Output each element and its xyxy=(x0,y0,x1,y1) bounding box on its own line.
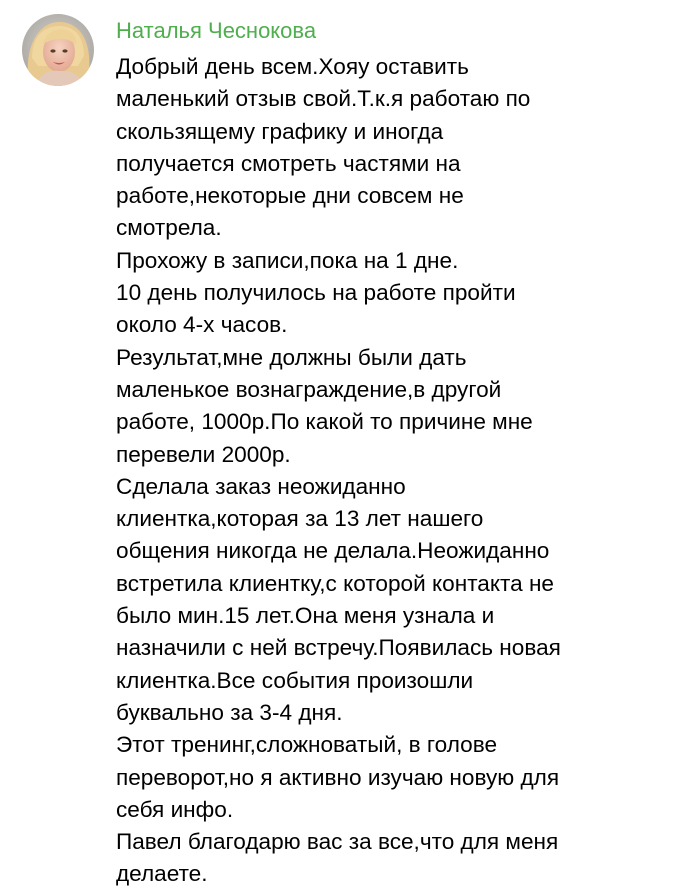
message-line: встретила клиентку,с которой контакта не xyxy=(116,570,554,596)
message-line: было мин.15 лет.Она меня узнала и xyxy=(116,603,495,629)
message-bubble xyxy=(116,15,672,891)
message-line: клиентка.Все события произошли xyxy=(116,667,474,693)
message-line: перевели 2000р. xyxy=(116,441,291,467)
message-line: около 4-х часов. xyxy=(116,312,288,338)
message-line: маленький отзыв свой.Т.к.я работаю по xyxy=(116,86,531,112)
message-line: Этот тренинг,сложноватый, в голове xyxy=(116,732,498,758)
message-line: скользящему графику и иногда xyxy=(116,118,444,144)
message-line: буквально за 3-4 дня. xyxy=(116,699,343,725)
message-line: клиентка,которая за 13 лет нашего xyxy=(116,506,484,532)
message-line: назначили с ней встречу.Появилась новая xyxy=(116,635,561,661)
message-line: Сделала заказ неожиданно xyxy=(116,473,406,499)
message-line: общения никогда не делала.Неожиданно xyxy=(116,538,550,564)
avatar-photo-icon xyxy=(22,14,94,86)
message-line: Павел благодарю вас за все,что для меня xyxy=(116,829,559,855)
message-line: Результат,мне должны были дать xyxy=(116,344,467,370)
message-line: смотрела. xyxy=(116,215,222,241)
message-line: 10 день получилось на работе пройти xyxy=(116,280,516,306)
message-line: работе, 1000р.По какой то причине мне xyxy=(116,409,533,435)
message-text xyxy=(116,51,672,891)
message-line: маленькое вознаграждение,в другой xyxy=(116,376,502,402)
message-line: переворот,но я активно изучаю новую для xyxy=(116,764,560,790)
user-avatar[interactable] xyxy=(22,14,94,86)
message-line: работе,некоторые дни совсем не xyxy=(116,183,464,209)
message-line: получается смотреть частями на xyxy=(116,150,461,176)
message-line: Добрый день всем.Хояу оставить xyxy=(116,54,469,79)
message-line: себя инфо. xyxy=(116,796,234,822)
message-line: делаете. xyxy=(116,861,208,887)
sender-name[interactable]: Наталья Чеснокова xyxy=(116,18,317,43)
message-line: Прохожу в записи,пока на 1 дне. xyxy=(116,247,459,273)
